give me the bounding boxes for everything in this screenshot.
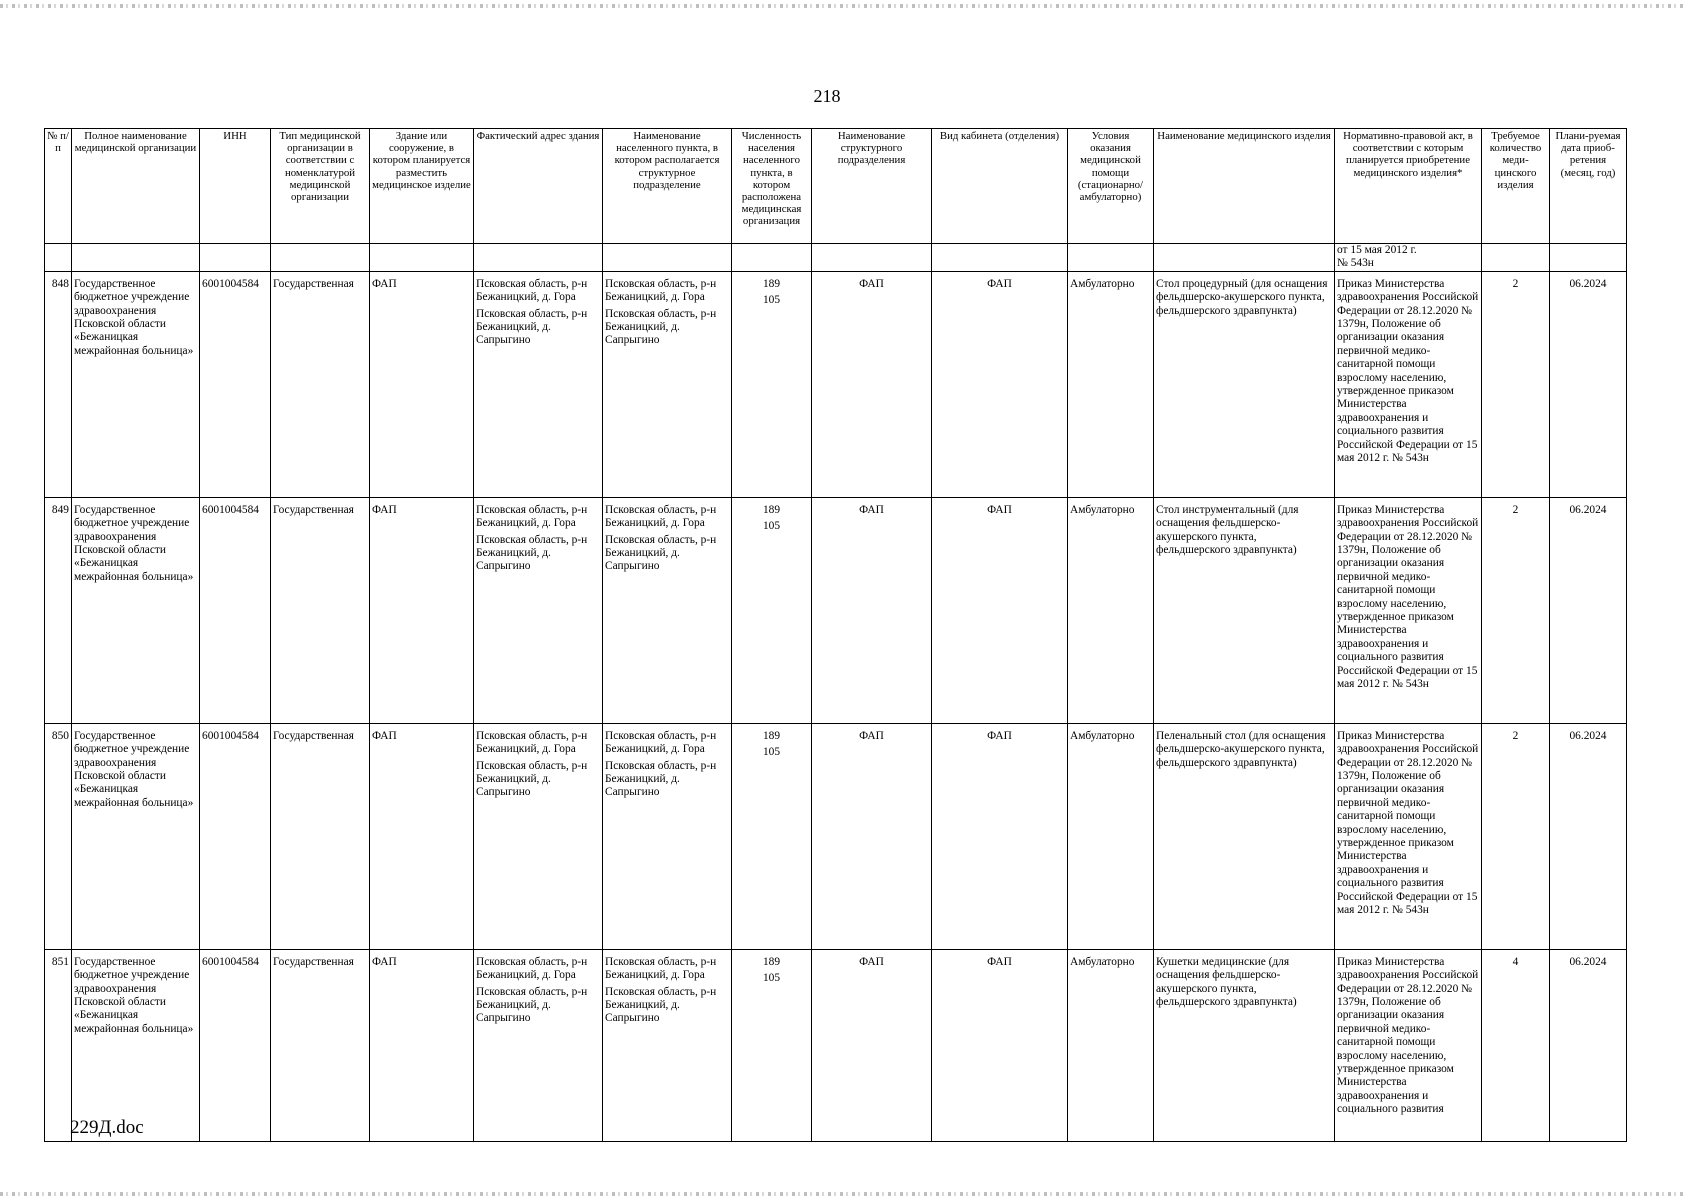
cell-unit: ФАП <box>812 271 932 497</box>
header-device: Наименование медицинского изделия <box>1154 129 1335 244</box>
continuation-line: от 15 мая 2012 г. <box>1337 244 1417 256</box>
cell-unit: ФАП <box>812 949 932 1141</box>
header-unit: Наименование структурного подразделения <box>812 129 932 244</box>
footer-filename: 229Д.doc <box>70 1117 144 1138</box>
cell-cabinet: ФАП <box>932 723 1068 949</box>
cell-building: ФАП <box>370 271 474 497</box>
cell-inn: 6001004584 <box>200 949 271 1141</box>
header-legal-act: Нормативно-правовой акт, в соответствии с которым планируется приобретение медицинского изделия* <box>1335 129 1482 244</box>
cell-device: Кушетки медицинские (для оснащения фельдшерско-акушерского пункта, фельдшерского здравпункта) <box>1154 949 1335 1141</box>
cell-population: 189 105 <box>732 497 812 723</box>
scan-edge-bottom <box>0 1192 1686 1196</box>
cell-device: Стол инструментальный (для оснащения фельдшерско-акушерского пункта, фельдшерского здравпункта) <box>1154 497 1335 723</box>
cell-address: Псковская область, р-н Бежаницкий, д. Гора Псковская область, р-н Бежаницкий, д. Сапрыгино <box>474 497 603 723</box>
cell-num: 849 <box>45 497 72 723</box>
header-cabinet: Вид кабинета (отделения) <box>932 129 1068 244</box>
cell-type: Государственная <box>271 949 370 1141</box>
cell-building: ФАП <box>370 497 474 723</box>
cell-unit: ФАП <box>812 723 932 949</box>
continuation-row <box>45 244 1627 272</box>
cell-locality: Псковская область, р-н Бежаницкий, д. Гора Псковская область, р-н Бежаницкий, д. Сапрыгино <box>603 723 732 949</box>
cell-quantity: 2 <box>1482 723 1550 949</box>
header-org: Полное наименование медицинской организации <box>72 129 200 244</box>
cell-address: Псковская область, р-н Бежаницкий, д. Гора Псковская область, р-н Бежаницкий, д. Сапрыгино <box>474 949 603 1141</box>
cell-cabinet: ФАП <box>932 497 1068 723</box>
cell-legal-act: Приказ Министерства здравоохранения Российской Федерации от 28.12.2020 № 1379н, Положение об организации оказания первичной медико-санитарной помощи взрослому населению, утвержденное приказом Министерства здравоохранения и социального развития Российской Федерации от 15 мая 2012 г. № 543н <box>1335 723 1482 949</box>
cell-cabinet: ФАП <box>932 271 1068 497</box>
cell-date: 06.2024 <box>1550 949 1627 1141</box>
table-row <box>45 723 1627 949</box>
cell-locality: Псковская область, р-н Бежаницкий, д. Гора Псковская область, р-н Бежаницкий, д. Сапрыгино <box>603 271 732 497</box>
table-row <box>45 949 1627 1141</box>
cell-inn: 6001004584 <box>200 723 271 949</box>
cell-type: Государственная <box>271 497 370 723</box>
header-conditions: Условия оказания медицинской помощи (стационарно/ амбулаторно) <box>1068 129 1154 244</box>
cell-cabinet: ФАП <box>932 949 1068 1141</box>
table-row <box>45 497 1627 723</box>
cell-conditions: Амбулаторно <box>1068 949 1154 1141</box>
header-inn: ИНН <box>200 129 271 244</box>
cell-org: Государственное бюджетное учреждение здравоохранения Псковской области «Бежаницкая межрайонная больница» <box>72 723 200 949</box>
cell-device: Пеленальный стол (для оснащения фельдшерско-акушерского пункта, фельдшерского здравпункта) <box>1154 723 1335 949</box>
cell-conditions: Амбулаторно <box>1068 271 1154 497</box>
cell-conditions: Амбулаторно <box>1068 723 1154 949</box>
header-building: Здание или сооружение, в котором планируется разместить медицинское изделие <box>370 129 474 244</box>
cell-legal-act-text: Приказ Министерства здравоохранения Российской Федерации от 28.12.2020 № 1379н, Положение об организации оказания первичной медико-санитарной помощи взрослому населению, утвержденное приказом Министерства здравоохранения и социального развития <box>1337 955 1479 1116</box>
header-num: № п/п <box>45 129 72 244</box>
cell-quantity: 4 <box>1482 949 1550 1141</box>
header-population: Численность населения населенного пункта, в котором расположена медицинская организация <box>732 129 812 244</box>
cell-num: 848 <box>45 271 72 497</box>
cell-legal-act: Приказ Министерства здравоохранения Российской Федерации от 28.12.2020 № 1379н, Положение об организации оказания первичной медико-санитарной помощи взрослому населению, утвержденное приказом Министерства здравоохранения и социального развития Российской Федерации от 15 мая 2012 г. № 543н <box>1335 271 1482 497</box>
cell-address: Псковская область, р-н Бежаницкий, д. Гора Псковская область, р-н Бежаницкий, д. Сапрыгино <box>474 271 603 497</box>
cell-num: 851 <box>45 949 72 1141</box>
cell-unit: ФАП <box>812 497 932 723</box>
cell-building: ФАП <box>370 723 474 949</box>
cell-org: Государственное бюджетное учреждение здравоохранения Псковской области «Бежаницкая межрайонная больница» <box>72 949 200 1141</box>
cell-population: 189 105 <box>732 271 812 497</box>
table-row <box>45 271 1627 497</box>
cell-inn: 6001004584 <box>200 497 271 723</box>
page-number: 218 <box>813 86 841 106</box>
cell-legal-act: Приказ Министерства здравоохранения Российской Федерации от 28.12.2020 № 1379н, Положение об организации оказания первичной медико-санитарной помощи взрослому населению, утвержденное приказом Министерства здравоохранения и социального развития Российской Федерации от 15 мая 2012 г. № 543н <box>1335 497 1482 723</box>
cell-org: Государственное бюджетное учреждение здравоохранения Псковской области «Бежаницкая межрайонная больница» <box>72 271 200 497</box>
cell-address: Псковская область, р-н Бежаницкий, д. Гора Псковская область, р-н Бежаницкий, д. Сапрыгино <box>474 723 603 949</box>
cell-date: 06.2024 <box>1550 723 1627 949</box>
cell-date: 06.2024 <box>1550 497 1627 723</box>
equipment-table <box>44 128 1627 1142</box>
cell-device: Стол процедурный (для оснащения фельдшерско-акушерского пункта, фельдшерского здравпункта) <box>1154 271 1335 497</box>
header-address: Фактический адрес здания <box>474 129 603 244</box>
table-header-row <box>45 129 1627 244</box>
cell-quantity: 2 <box>1482 271 1550 497</box>
continuation-line: № 543н <box>1337 257 1374 270</box>
header-quantity: Требуемое количество меди-цинского изделия <box>1482 129 1550 244</box>
cell-inn: 6001004584 <box>200 271 271 497</box>
scan-edge-top <box>0 4 1686 8</box>
continuation-legal-act <box>1335 244 1482 272</box>
header-locality: Наименование населенного пункта, в котором располагается структурное подразделение <box>603 129 732 244</box>
cell-date: 06.2024 <box>1550 271 1627 497</box>
cell-conditions: Амбулаторно <box>1068 497 1154 723</box>
cell-quantity: 2 <box>1482 497 1550 723</box>
cell-population: 189 105 <box>732 949 812 1141</box>
header-date: Плани-руемая дата приоб-ретения (месяц, год) <box>1550 129 1627 244</box>
cell-locality: Псковская область, р-н Бежаницкий, д. Гора Псковская область, р-н Бежаницкий, д. Сапрыгино <box>603 949 732 1141</box>
cell-locality: Псковская область, р-н Бежаницкий, д. Гора Псковская область, р-н Бежаницкий, д. Сапрыгино <box>603 497 732 723</box>
cell-building: ФАП <box>370 949 474 1141</box>
cell-legal-act <box>1335 949 1482 1141</box>
cell-org: Государственное бюджетное учреждение здравоохранения Псковской области «Бежаницкая межрайонная больница» <box>72 497 200 723</box>
cell-type: Государственная <box>271 723 370 949</box>
cell-population: 189 105 <box>732 723 812 949</box>
cell-type: Государственная <box>271 271 370 497</box>
header-type: Тип медицинской организации в соответствии с номенклатурой медицинской организации <box>271 129 370 244</box>
cell-num: 850 <box>45 723 72 949</box>
